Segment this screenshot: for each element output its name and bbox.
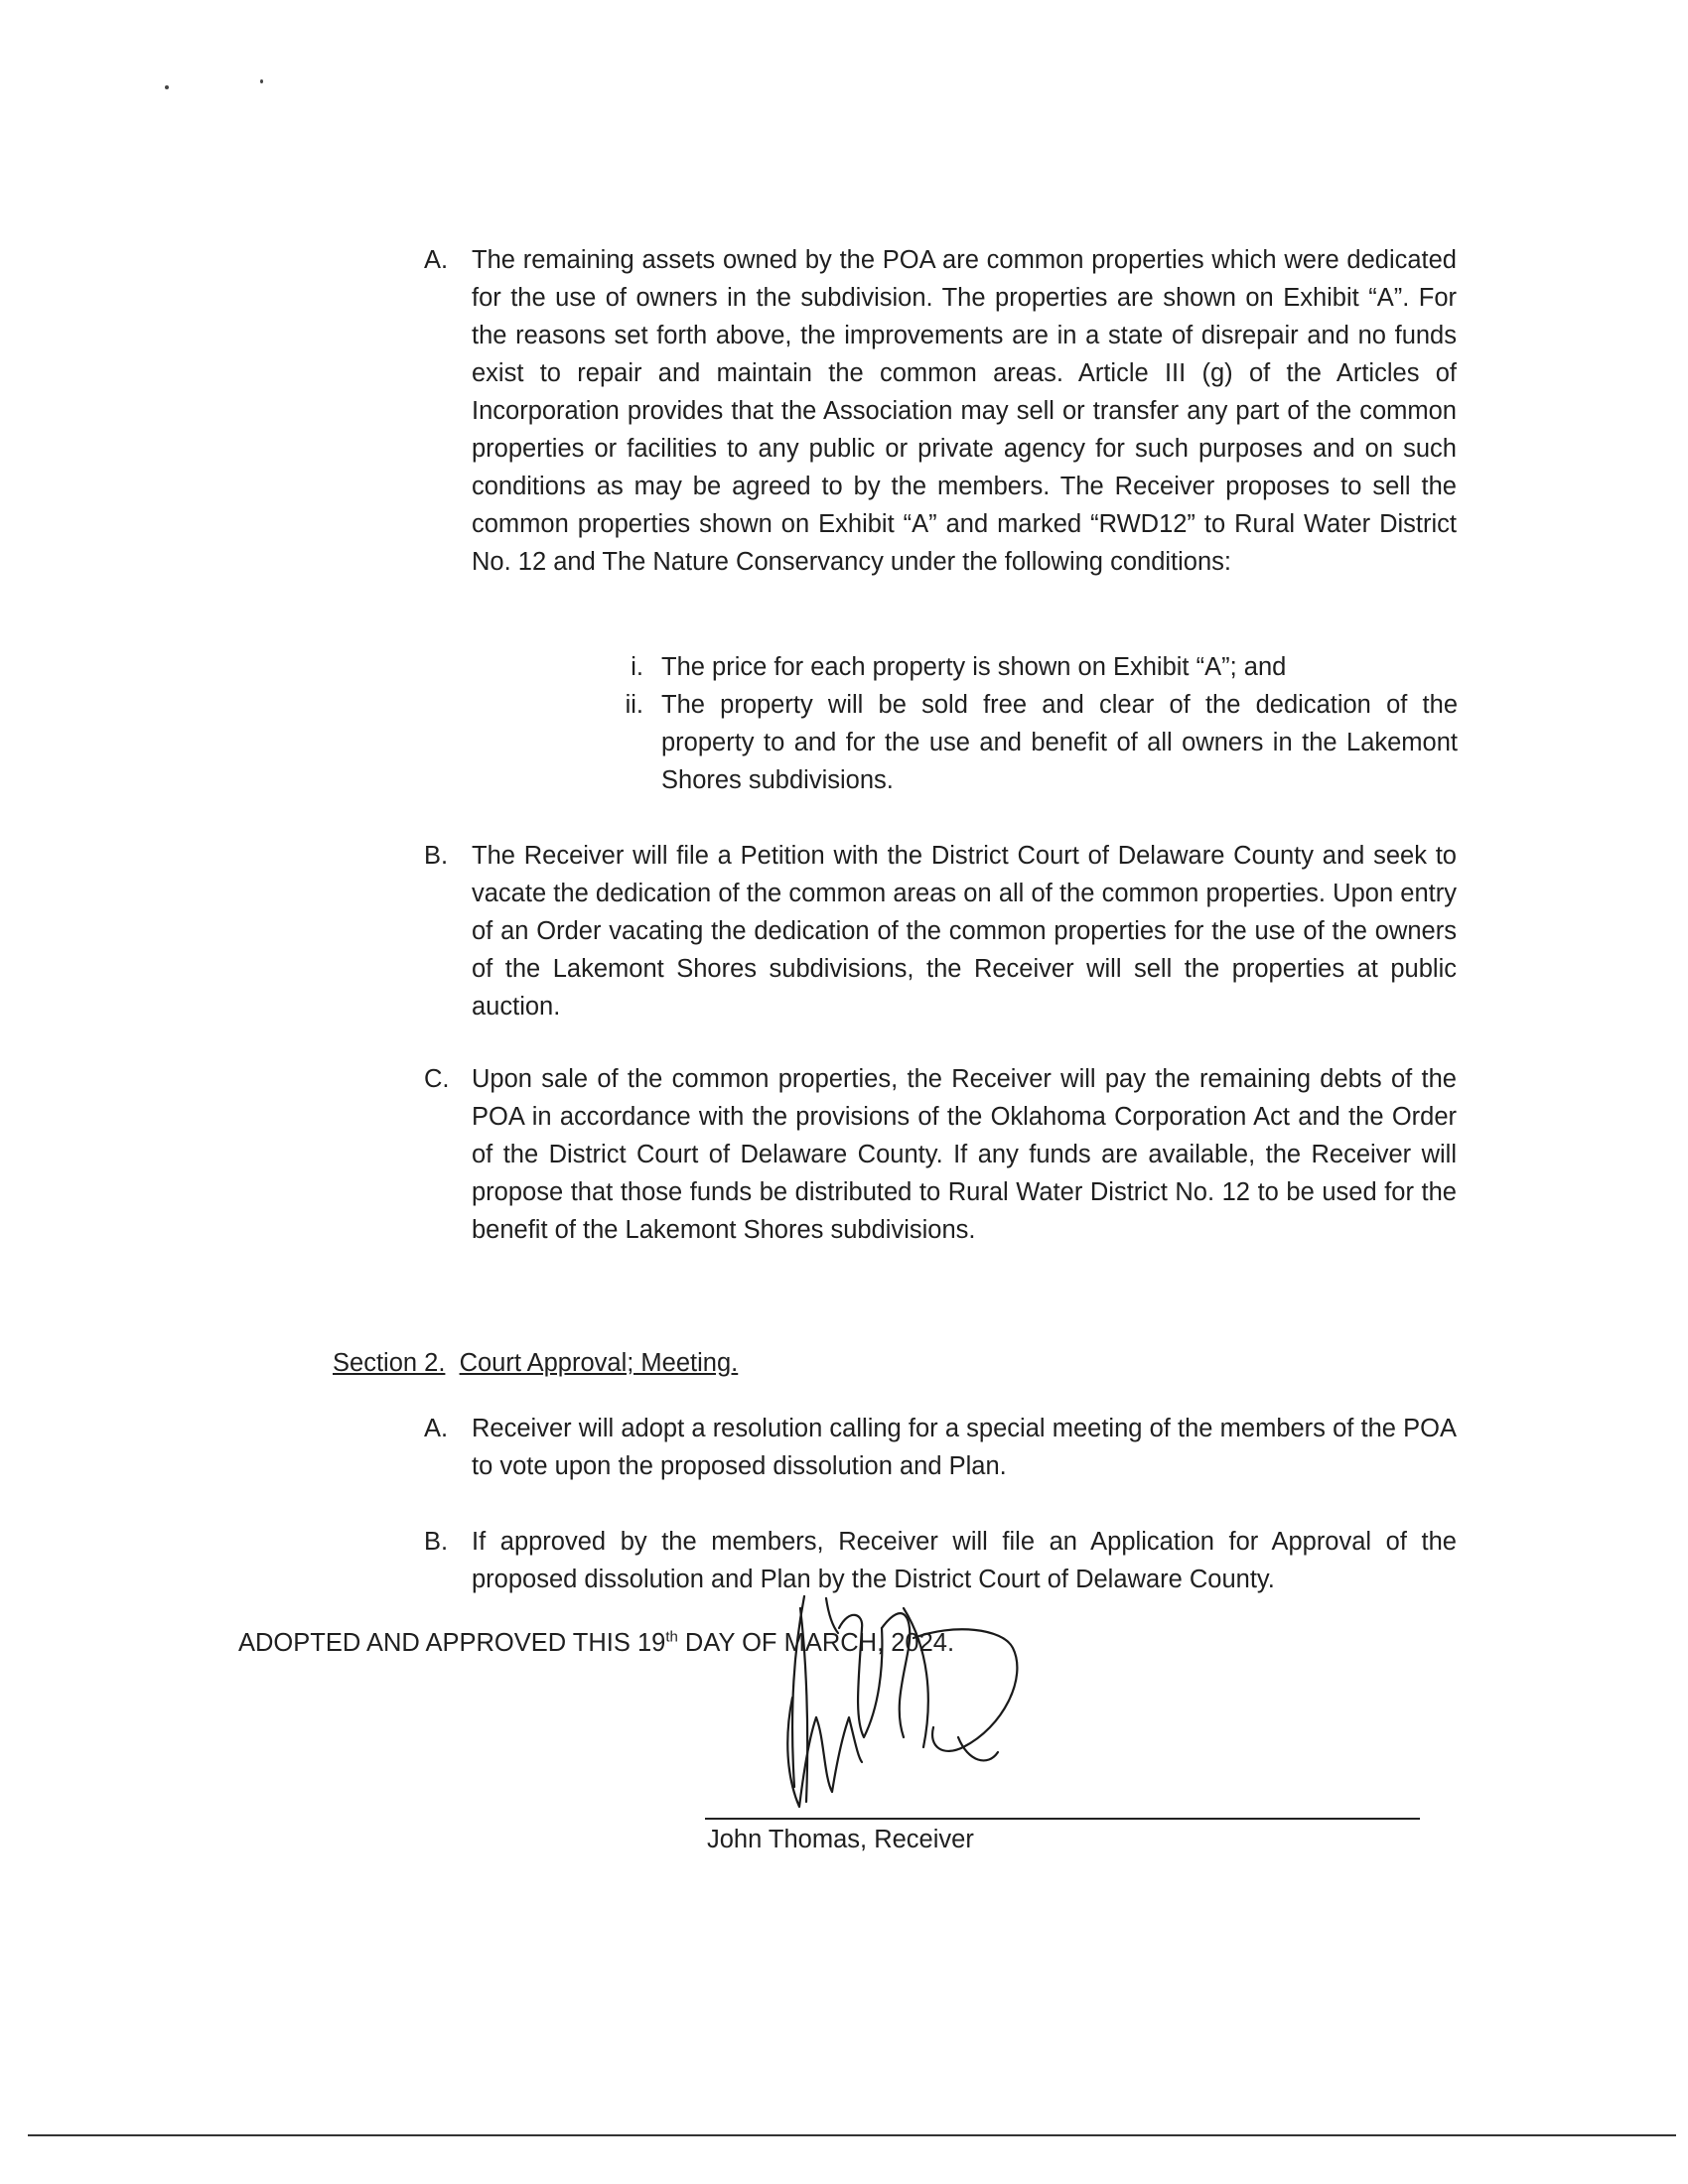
adoption-ordinal: th bbox=[665, 1628, 678, 1646]
section1-item-b bbox=[424, 837, 1457, 1025]
section1-item-a-subitem-i bbox=[614, 648, 1458, 686]
section2-heading bbox=[333, 1344, 738, 1382]
subitem-marker: ii. bbox=[625, 691, 643, 719]
item-text: If approved by the members, Receiver will file an Application for Approval of the proposed dissolution and Plan by the District Court of Delaware County. bbox=[472, 1528, 1457, 1593]
item-marker: A. bbox=[424, 1415, 449, 1442]
scan-speck bbox=[260, 79, 263, 83]
section2-item-b bbox=[424, 1523, 1457, 1598]
signatory-name: John Thomas, Receiver bbox=[707, 1826, 974, 1853]
adoption-suffix: DAY OF MARCH, 2024. bbox=[677, 1629, 955, 1657]
subitem-marker: i. bbox=[631, 653, 643, 681]
section2-number: Section 2. bbox=[333, 1349, 446, 1377]
footer-divider bbox=[28, 2134, 1676, 2136]
section2-title: Court Approval; Meeting. bbox=[459, 1349, 739, 1377]
section1-item-a bbox=[424, 241, 1457, 581]
subitem-text: The price for each property is shown on Exhibit “A”; and bbox=[661, 653, 1287, 681]
item-marker: C. bbox=[424, 1065, 450, 1093]
handwritten-signature bbox=[755, 1588, 1082, 1817]
item-marker: B. bbox=[424, 1528, 449, 1556]
item-text: The remaining assets owned by the POA are common properties which were dedicated for the use of owners in the subdivision. The properties are shown on Exhibit “A”. For the reasons set forth above, the improvements are in a state of disrepair and no funds exist to repair and maintain the common areas. Article III (g) of the Articles of Incorporation provides that the Association may sell or transfer any part of the common properties or facilities to any public or private agency for such purposes and on such conditions as may be agreed to by the members. The Receiver proposes to sell the common properties shown on Exhibit “A” and marked “RWD12” to Rural Water District No. 12 and The Nature Conservancy under the following conditions: bbox=[472, 246, 1457, 576]
item-text: Receiver will adopt a resolution calling for a special meeting of the members of the POA to vote upon the proposed dissolution and Plan. bbox=[472, 1415, 1457, 1480]
item-text: Upon sale of the common properties, the Receiver will pay the remaining debts of the POA in accordance with the provisions of the Oklahoma Corporation Act and the Order of the District Court of Delaware County. If any funds are available, the Receiver will propose that those funds be distributed to Rural Water District No. 12 to be used for the benefit of the Lakemont Shores subdivisions. bbox=[472, 1065, 1457, 1244]
section2-item-a bbox=[424, 1410, 1457, 1485]
section1-item-c bbox=[424, 1060, 1457, 1249]
adoption-prefix: ADOPTED AND APPROVED THIS 19 bbox=[238, 1629, 666, 1657]
item-marker: B. bbox=[424, 842, 449, 870]
subitem-text: The property will be sold free and clear of the dedication of the property to and for the use and benefit of all owners in the Lakemont Shores subdivisions. bbox=[661, 691, 1458, 794]
item-text: The Receiver will file a Petition with the District Court of Delaware County and seek to vacate the dedication of the common areas on all of the common properties. Upon entry of an Order vacating the dedication of the common properties for the use of the owners of the Lakemont Shores subdivisions, the Receiver will sell the properties at public auction. bbox=[472, 842, 1457, 1021]
scan-speck bbox=[165, 85, 169, 89]
item-marker: A. bbox=[424, 246, 449, 274]
section1-item-a-subitem-ii bbox=[614, 686, 1458, 799]
signature-line bbox=[705, 1818, 1420, 1820]
